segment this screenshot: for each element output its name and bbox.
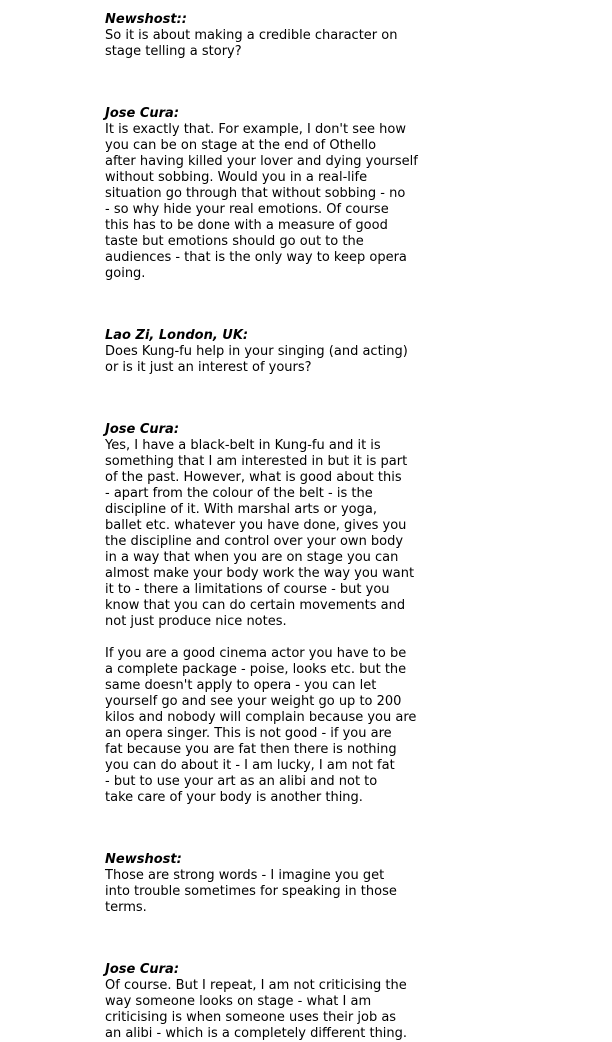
- paragraph: Yes, I have a black-belt in Kung-fu and it is something that I am interested in but it is part of the past. However, what is good about this - apart from the colour of the belt - is the discipline of it. With marshal arts or yoga, ballet etc. whatever you have done, gives you the discipline and control over your own body in a way that when you are on stage you can almost make your body work the way you want it to - there a limitations of course - but you know that you can do certain movements and not just produce nice notes.: [105, 438, 415, 629]
- paragraph: Does Kung-fu help in your singing (and acting) or is it just an interest of yours?: [105, 344, 408, 375]
- paragraph: Of course. But I repeat, I am not criticising the way someone looks on stage - what I am criticising is when someone uses their job as an alibi - which is a completely different thing.: [105, 978, 408, 1041]
- speaker-name: Jose Cura:: [105, 962, 180, 977]
- speaker-name: Lao Zi, London, UK:: [105, 328, 249, 343]
- speaker-name: Jose Cura:: [105, 422, 180, 437]
- spacer: [105, 282, 435, 328]
- exchange-block: [105, 106, 435, 282]
- exchange-block: [105, 852, 435, 916]
- paragraph: If you are a good cinema actor you have to be a complete package - poise, looks etc. but the same doesn't apply to opera - you can let yourself go and see your weight go up to 200 kilos and nobody will complain because you are an opera singer. This is not good - if you are fat because you are fat then there is nothing you can do about it - I am lucky, I am not fat - but to use your art as an alibi and not to take care of your body is another thing.: [105, 646, 417, 805]
- spacer: [105, 60, 435, 106]
- paragraph: It is exactly that. For example, I don't see how you can be on stage at the end of Othello after having killed your lover and dying yourself without sobbing. Would you in a real-life situation go through that without sobbing - no - so why hide your real emotions. Of course this has to be done with a measure of good taste but emotions should go out to the audiences - that is the only way to keep opera going.: [105, 122, 418, 281]
- paragraph: Those are strong words - I imagine you get into trouble sometimes for speaking in those terms.: [105, 868, 397, 915]
- paragraph: So it is about making a credible character on stage telling a story?: [105, 28, 398, 59]
- spacer: [105, 376, 435, 422]
- exchange-block: [105, 422, 435, 806]
- transcript: [105, 12, 435, 1042]
- speaker-name: Newshost:: [105, 852, 182, 867]
- exchange-block: [105, 328, 435, 376]
- spacer: [105, 806, 435, 852]
- exchange-block: [105, 12, 435, 60]
- spacer: [105, 916, 435, 962]
- speaker-name: Newshost::: [105, 12, 187, 27]
- exchange-block: [105, 962, 435, 1042]
- speaker-name: Jose Cura:: [105, 106, 180, 121]
